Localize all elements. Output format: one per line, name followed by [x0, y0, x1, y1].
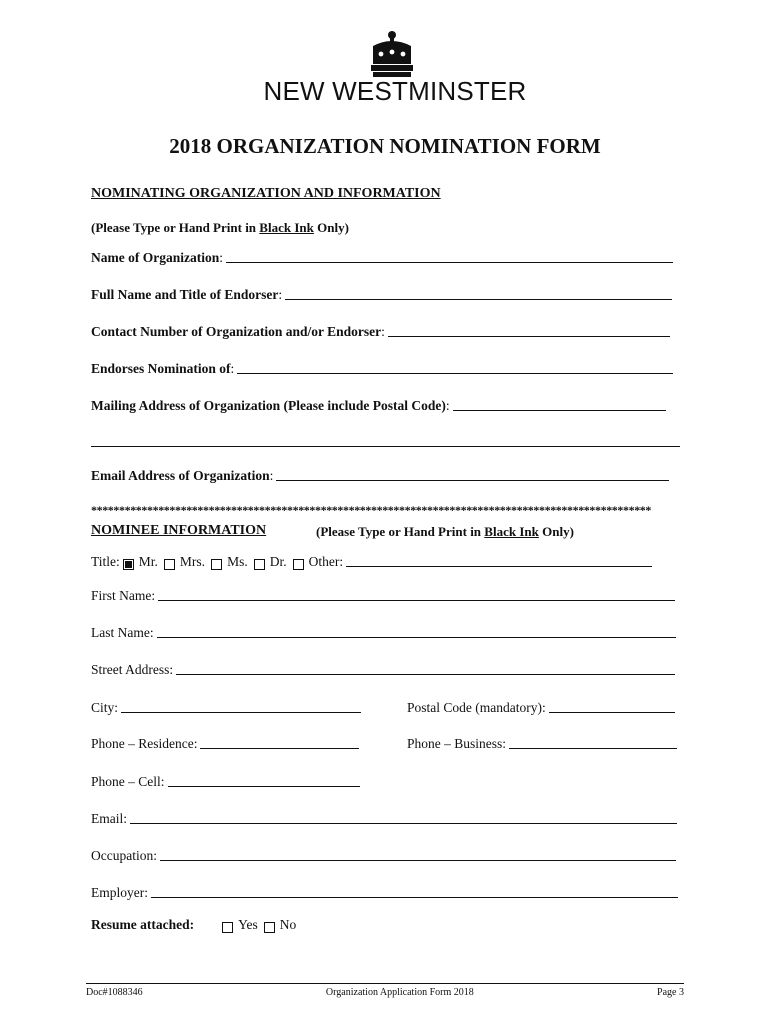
last-name-field[interactable]	[157, 637, 676, 638]
endorser-label: Full Name and Title of Endorser	[91, 287, 279, 302]
email-row	[91, 811, 677, 827]
first-name-field[interactable]	[158, 600, 675, 601]
title-label: Title:	[91, 554, 120, 569]
contact-field[interactable]	[388, 336, 670, 337]
street-label: Street Address:	[91, 662, 174, 677]
endorser-field[interactable]	[285, 299, 672, 300]
employer-row	[91, 885, 678, 901]
title-ms-checkbox[interactable]	[211, 559, 222, 570]
nominee-heading: NOMINEE INFORMATION	[91, 523, 267, 538]
title-mr-checkbox[interactable]	[123, 559, 134, 570]
occupation-field[interactable]	[160, 860, 676, 861]
first-name-label: First Name:	[91, 588, 156, 603]
phone-res-label: Phone – Residence:	[91, 736, 198, 751]
title-mrs-label: Mrs.	[179, 554, 206, 569]
endorses-row: Endorses Nomination of :	[91, 361, 673, 377]
phone-bus-label: Phone – Business:	[407, 736, 507, 751]
section-separator: ****************************************************************************************************	[91, 503, 652, 517]
title-mrs-checkbox[interactable]	[164, 559, 175, 570]
postal-row	[407, 700, 675, 716]
city-field[interactable]	[121, 712, 361, 713]
phone-cell-label: Phone – Cell:	[91, 774, 165, 789]
nominating-heading: NOMINATING ORGANIZATION AND INFORMATION	[91, 186, 441, 201]
footer-page-number: Page 3	[657, 987, 684, 998]
endorses-field[interactable]	[237, 373, 673, 374]
mailing-field[interactable]	[453, 410, 666, 411]
postal-field[interactable]	[549, 712, 675, 713]
org-email-field[interactable]	[276, 480, 669, 481]
nominating-note: (Please Type or Hand Print in Black Ink Only)	[91, 220, 349, 235]
resume-no-label: No	[279, 917, 297, 932]
contact-row: Contact Number of Organization and/or Endorser :	[91, 324, 670, 340]
street-field[interactable]	[176, 674, 675, 675]
city-name: NEW WESTMINSTER	[263, 76, 527, 106]
city-label: City:	[91, 700, 119, 715]
org-name-label: Name of Organization	[91, 250, 220, 265]
employer-label: Employer:	[91, 885, 148, 900]
title-row	[91, 554, 652, 570]
title-other-label: Other:	[308, 554, 344, 569]
title-other-field[interactable]	[346, 566, 652, 567]
email-label: Email:	[91, 811, 127, 826]
phone-res-row	[91, 736, 359, 752]
nominee-note: (Please Type or Hand Print in Black Ink Only)	[316, 524, 574, 539]
phone-cell-field[interactable]	[168, 786, 360, 787]
title-mr-label: Mr.	[138, 554, 158, 569]
postal-label: Postal Code (mandatory):	[407, 700, 546, 715]
city-row	[91, 700, 361, 716]
mailing-row: Mailing Address of Organization (Please include Postal Code) :	[91, 398, 666, 414]
phone-cell-row	[91, 774, 360, 790]
mailing-label: Mailing Address of Organization (Please include Postal Code)	[91, 398, 446, 413]
org-name-row: Name of Organization :	[91, 250, 673, 266]
employer-field[interactable]	[151, 897, 678, 898]
org-email-label: Email Address of Organization	[91, 468, 270, 483]
occupation-row	[91, 848, 676, 864]
endorses-label: Endorses Nomination of	[91, 361, 231, 376]
title-dr-label: Dr.	[269, 554, 287, 569]
street-row	[91, 662, 675, 678]
last-name-label: Last Name:	[91, 625, 154, 640]
form-title: 2018 ORGANIZATION NOMINATION FORM	[169, 134, 601, 158]
endorser-row: Full Name and Title of Endorser :	[91, 287, 672, 303]
resume-row	[91, 917, 296, 933]
occupation-label: Occupation:	[91, 848, 157, 863]
resume-yes-label: Yes	[238, 917, 258, 932]
org-email-row: Email Address of Organization :	[91, 468, 669, 484]
page-footer	[86, 983, 684, 998]
last-name-row	[91, 625, 676, 641]
resume-no-checkbox[interactable]	[264, 922, 275, 933]
phone-bus-field[interactable]	[509, 748, 677, 749]
resume-yes-checkbox[interactable]	[222, 922, 233, 933]
title-dr-checkbox[interactable]	[254, 559, 265, 570]
first-name-row	[91, 588, 675, 604]
phone-bus-row	[407, 736, 677, 752]
title-other-checkbox[interactable]	[293, 559, 304, 570]
phone-res-field[interactable]	[200, 748, 359, 749]
email-field[interactable]	[130, 823, 677, 824]
footer-form-name: Organization Application Form 2018	[325, 987, 474, 998]
contact-label: Contact Number of Organization and/or Endorser	[91, 324, 382, 339]
resume-label: Resume attached:	[91, 917, 195, 932]
city-logo	[262, 30, 528, 110]
title-ms-label: Ms.	[227, 554, 248, 569]
mailing-field-line-2[interactable]	[91, 446, 680, 447]
crown-icon	[369, 30, 415, 78]
footer-doc-number: Doc#1088346	[86, 987, 143, 998]
org-name-field[interactable]	[226, 262, 673, 263]
